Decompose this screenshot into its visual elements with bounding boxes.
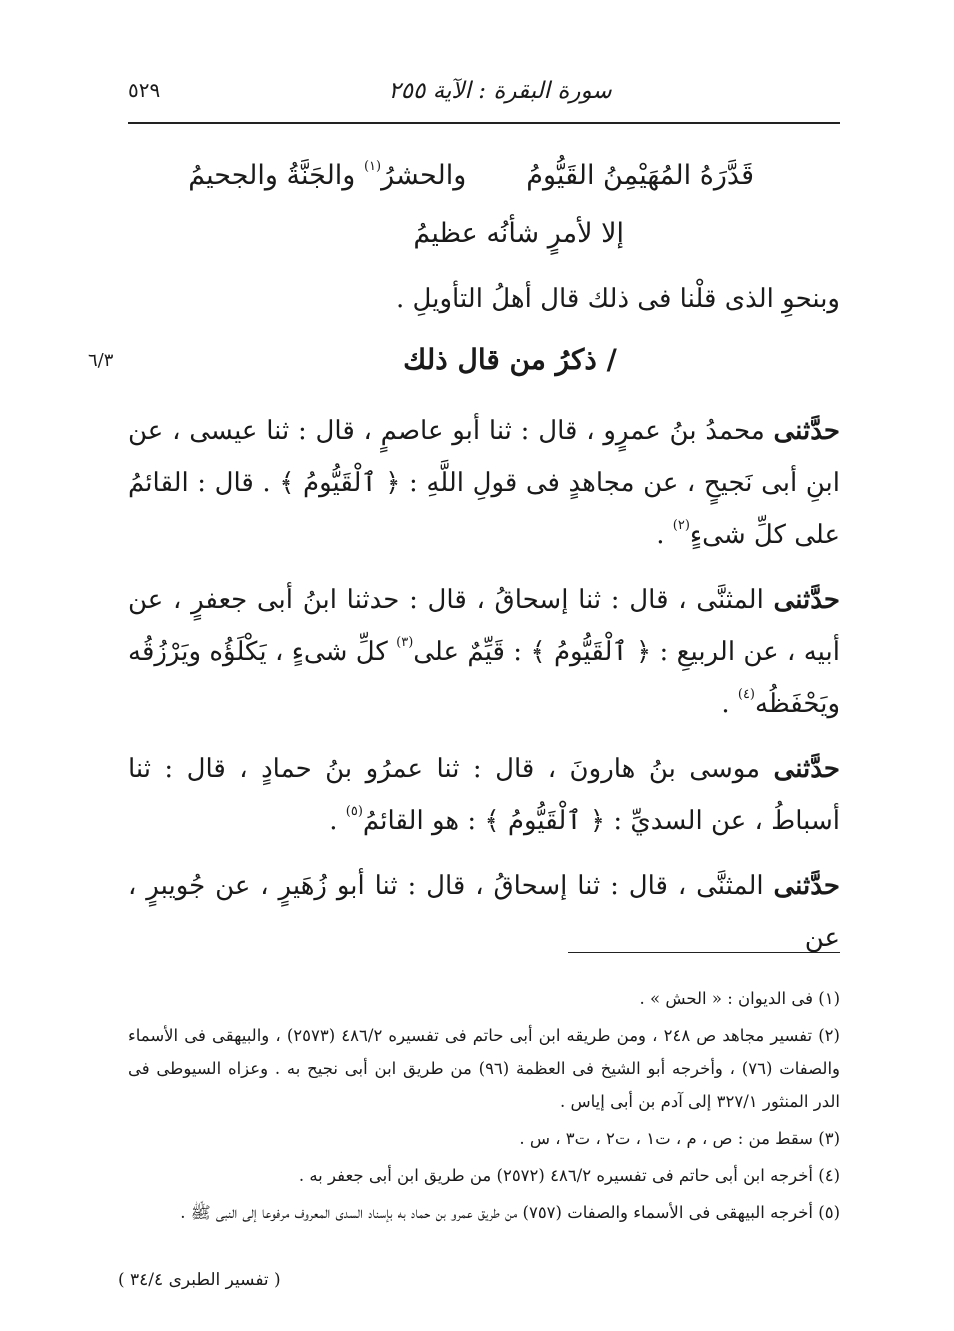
narration-text: محمدُ بنُ عمرٍو ، قال : ثنا أبو عاصمٍ ، قال : ثنا عيسى ، عن ابنِ أبى نَجيحٍ ، عن مجاهدٍ فى قولِ اللَّهِ : ﴿ ٱلْقَيُّومُ ﴾ . قال : القائمُ على كلِّ شىءٍ — [128, 416, 840, 550]
narration-lead: حدَّثنى — [773, 585, 841, 615]
footnote-5: (٥) أخرجه البيهقى فى الأسماء والصفات (٧٥٧) من طريق عمرو بن حماد به بإسناد السدى المعروف مرفوعا إلى النبى ﷺ . — [180, 1203, 840, 1222]
poem-line-1 — [188, 160, 754, 191]
footnote-3: (٣) سقط من : ص ، م ، ت١ ، ت٢ ، ت٣ ، س . — [519, 1129, 840, 1148]
narration-lead: حدَّثنى — [773, 754, 841, 784]
footnote-divider — [568, 952, 840, 953]
narration-lead: حدَّثنى — [773, 871, 840, 901]
poem-line-1-first-hemistich: قَدَّرَهُ المُهَيْمِنُ القَيُّومُ — [526, 160, 754, 191]
page-number: ٥٢٩ — [128, 78, 161, 102]
poem-line-1-second-hemistich: والحشرُ — [381, 160, 467, 191]
footnote-marker-3: (٣) — [396, 635, 414, 650]
footnote-marker-2: (٢) — [672, 518, 690, 533]
footnote-marker-5: (٥) — [345, 804, 363, 819]
poem-line-1-ending: والجَنَّةُ والجحيمُ — [188, 160, 356, 191]
narration-end: . — [656, 520, 673, 550]
narration-4 — [128, 860, 840, 964]
narration-text: موسى بنُ هارونَ ، قال : ثنا عمرُو بنُ حمادٍ ، قال : ثنا أسباطُ ، عن السديِّ : ﴿ ٱلْقَيُّومُ ﴾ : هو القائمُ — [128, 754, 840, 836]
margin-reference: ٦/٣ — [88, 350, 114, 371]
footnote-4: (٤) أخرجه ابن أبى حاتم فى تفسيره ٤٨٦/٢ (٢٥٧٢) من طريق ابن أبى جعفر به . — [298, 1166, 840, 1185]
footnote-2: (٢) تفسير مجاهد ص ٢٤٨ ، ومن طريقه ابن أبى حاتم فى تفسيره ٤٨٦/٢ (٢٥٧٣) ، والبيهقى فى الأسماء والصفات (٧٦) ، وأخرجه أبو الشيخ فى العظمة (٩٦) من طريق ابن أبى نجيح به . وعزاه السيوطى فى الدر المنثور ٣٢٧/١ إلى آدم بن أبى إياس . — [128, 1026, 840, 1111]
intro-paragraph: وبنحوِ الذى قلْنا فى ذلك قال أهلُ التأويلِ . — [396, 284, 840, 314]
narration-1 — [128, 405, 840, 561]
footnotes — [128, 982, 840, 1233]
footnote-marker-1: (١) — [363, 159, 382, 174]
narration-end: . — [329, 806, 346, 836]
narration-2 — [128, 574, 840, 730]
footnote-marker-4: (٤) — [737, 687, 755, 702]
narration-text-continued: كلِّ شىءٍ ، يَكْلَؤُه ويَرْزُقُه ويَحْفَظُه — [128, 637, 840, 719]
section-heading: / ذكرُ من قال ذلك — [403, 343, 617, 376]
narration-end: . — [721, 689, 738, 719]
running-header-title: سورة البقرة : الآية ٢٥٥ — [388, 78, 612, 104]
narration-text: المثنَّى ، قال : ثنا إسحاقُ ، قال : ثنا أبو زُهَيرٍ ، عن جُويبرٍ ، عن — [128, 871, 840, 953]
volume-reference: ( تفسير الطبرى ٣٤/٤ ) — [118, 1270, 281, 1290]
narration-lead: حدَّثنى — [773, 416, 840, 446]
poem-line-2: إلا لأمرٍ شأنُه عظيمُ — [413, 218, 624, 249]
footnote-1: (١) فى الديوان : « الحش » . — [639, 989, 840, 1008]
header-divider — [128, 122, 840, 124]
narration-text: المثنَّى ، قال : ثنا إسحاقُ ، قال : حدثنا ابنُ أبى جعفرٍ ، عن أبيه ، عن الربيعِ : ﴿ ٱلْقَيُّومُ ﴾ : قَيِّمٌ على — [128, 585, 840, 667]
narration-3 — [128, 743, 840, 847]
